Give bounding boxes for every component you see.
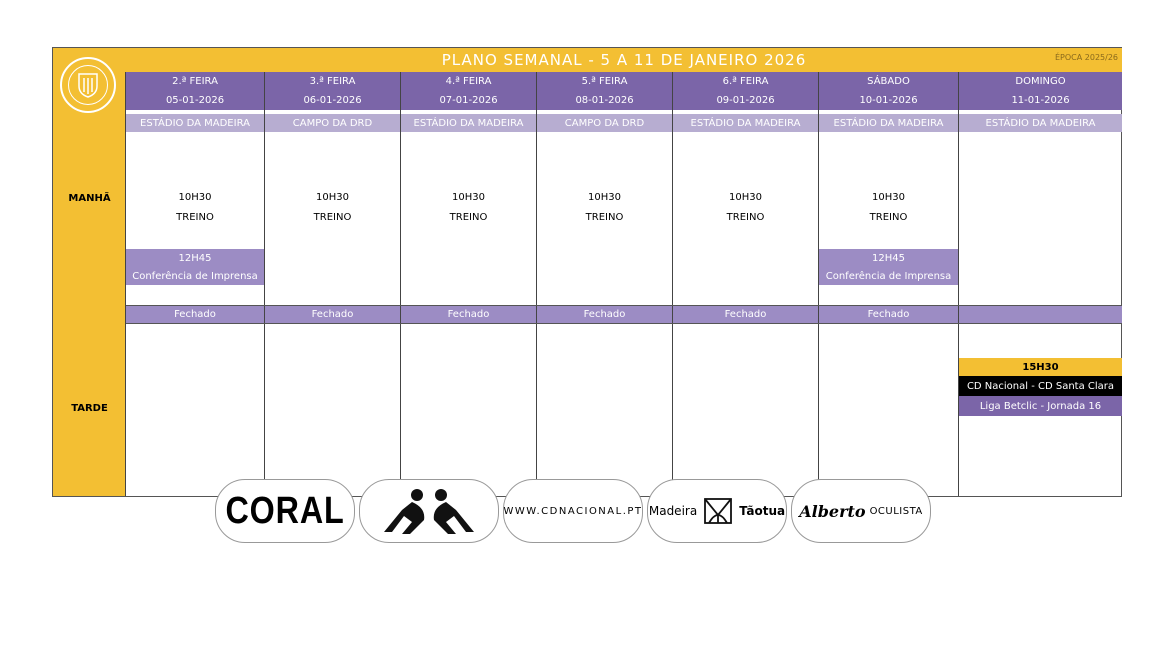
day-name: 6.ª FEIRA: [673, 72, 818, 91]
day-date: 10-01-2026: [819, 91, 958, 110]
training-time: 10H30: [452, 192, 485, 203]
afternoon-status: Fechado: [537, 306, 672, 323]
day-venue: ESTÁDIO DA MADEIRA: [673, 114, 818, 132]
training-label: TREINO: [585, 212, 624, 223]
training-time: 10H30: [316, 192, 349, 203]
afternoon-status-empty: [959, 306, 1122, 323]
title-bar: [126, 48, 1122, 72]
sponsor-alberto: [791, 479, 931, 543]
training-label: TREINO: [313, 212, 352, 223]
press-time: 12H45: [819, 249, 958, 267]
coral-logo: CORAL: [225, 489, 345, 532]
day-venue: CAMPO DA DRD: [265, 114, 400, 132]
afternoon-status: Fechado: [401, 306, 536, 323]
day-date: 06-01-2026: [265, 91, 400, 110]
training-slot: [537, 188, 672, 230]
column-divider: [536, 72, 537, 496]
season-label: ÉPOCA 2025/26: [1054, 53, 1118, 62]
training-time: 10H30: [872, 192, 905, 203]
madeira-symbol-icon: [703, 497, 733, 525]
day-name: 5.ª FEIRA: [537, 72, 672, 91]
training-slot: [126, 188, 264, 230]
sponsor-kappa: [359, 479, 499, 543]
afternoon-status: Fechado: [673, 306, 818, 323]
row-divider: [126, 305, 1122, 306]
day-date: 09-01-2026: [673, 91, 818, 110]
taotua-text: Tãotua: [739, 504, 786, 518]
sponsor-madeira: [647, 479, 787, 543]
day-name: SÁBADO: [819, 72, 958, 91]
training-slot: [673, 188, 818, 230]
training-slot: [401, 188, 536, 230]
press-time: 12H45: [126, 249, 264, 267]
page-title: PLANO SEMANAL - 5 A 11 DE JANEIRO 2026: [441, 51, 807, 69]
sponsor-coral: [215, 479, 355, 543]
day-date: 07-01-2026: [401, 91, 536, 110]
match-time: 15H30: [959, 358, 1122, 376]
column-divider: [818, 72, 819, 496]
sponsor-website: [503, 479, 643, 543]
training-time: 10H30: [729, 192, 762, 203]
training-slot: [819, 188, 958, 230]
match-teams: CD Nacional - CD Santa Clara: [959, 376, 1122, 396]
day-venue: CAMPO DA DRD: [537, 114, 672, 132]
kappa-logo-icon: [374, 486, 484, 536]
period-morning: MANHÃ: [68, 193, 111, 204]
day-name: 4.ª FEIRA: [401, 72, 536, 91]
period-afternoon: TARDE: [71, 403, 108, 414]
match-competition: Liga Betclic - Jornada 16: [959, 396, 1122, 416]
day-date: 08-01-2026: [537, 91, 672, 110]
day-venue: ESTÁDIO DA MADEIRA: [959, 114, 1122, 132]
left-column: [53, 48, 126, 496]
training-label: TREINO: [726, 212, 765, 223]
training-slot: [265, 188, 400, 230]
training-time: 10H30: [588, 192, 621, 203]
day-venue: ESTÁDIO DA MADEIRA: [126, 114, 264, 132]
column-divider: [672, 72, 673, 496]
day-name: 2.ª FEIRA: [126, 72, 264, 91]
website-text: WWW.CDNACIONAL.PT: [503, 505, 643, 517]
afternoon-status: Fechado: [265, 306, 400, 323]
column-divider: [400, 72, 401, 496]
day-name: DOMINGO: [959, 72, 1122, 91]
madeira-text: Madeira: [648, 504, 698, 518]
day-venue: ESTÁDIO DA MADEIRA: [401, 114, 536, 132]
day-date: 05-01-2026: [126, 91, 264, 110]
column-divider: [264, 72, 265, 496]
day-venue: ESTÁDIO DA MADEIRA: [819, 114, 958, 132]
training-label: TREINO: [869, 212, 908, 223]
day-name: 3.ª FEIRA: [265, 72, 400, 91]
oculista-text: OCULISTA: [869, 505, 923, 517]
column-divider: [125, 72, 126, 496]
afternoon-status: Fechado: [819, 306, 958, 323]
press-conference: Conferência de Imprensa: [819, 267, 958, 285]
training-label: TREINO: [176, 212, 214, 223]
club-crest-icon: [60, 57, 116, 113]
training-time: 10H30: [178, 192, 212, 203]
weekly-schedule: [52, 47, 1122, 497]
training-label: TREINO: [449, 212, 488, 223]
column-divider: [958, 72, 959, 496]
alberto-text: Alberto: [799, 501, 866, 521]
afternoon-status: Fechado: [126, 306, 264, 323]
row-divider: [126, 323, 1122, 324]
press-conference: Conferência de Imprensa: [126, 267, 264, 285]
day-date: 11-01-2026: [959, 91, 1122, 110]
